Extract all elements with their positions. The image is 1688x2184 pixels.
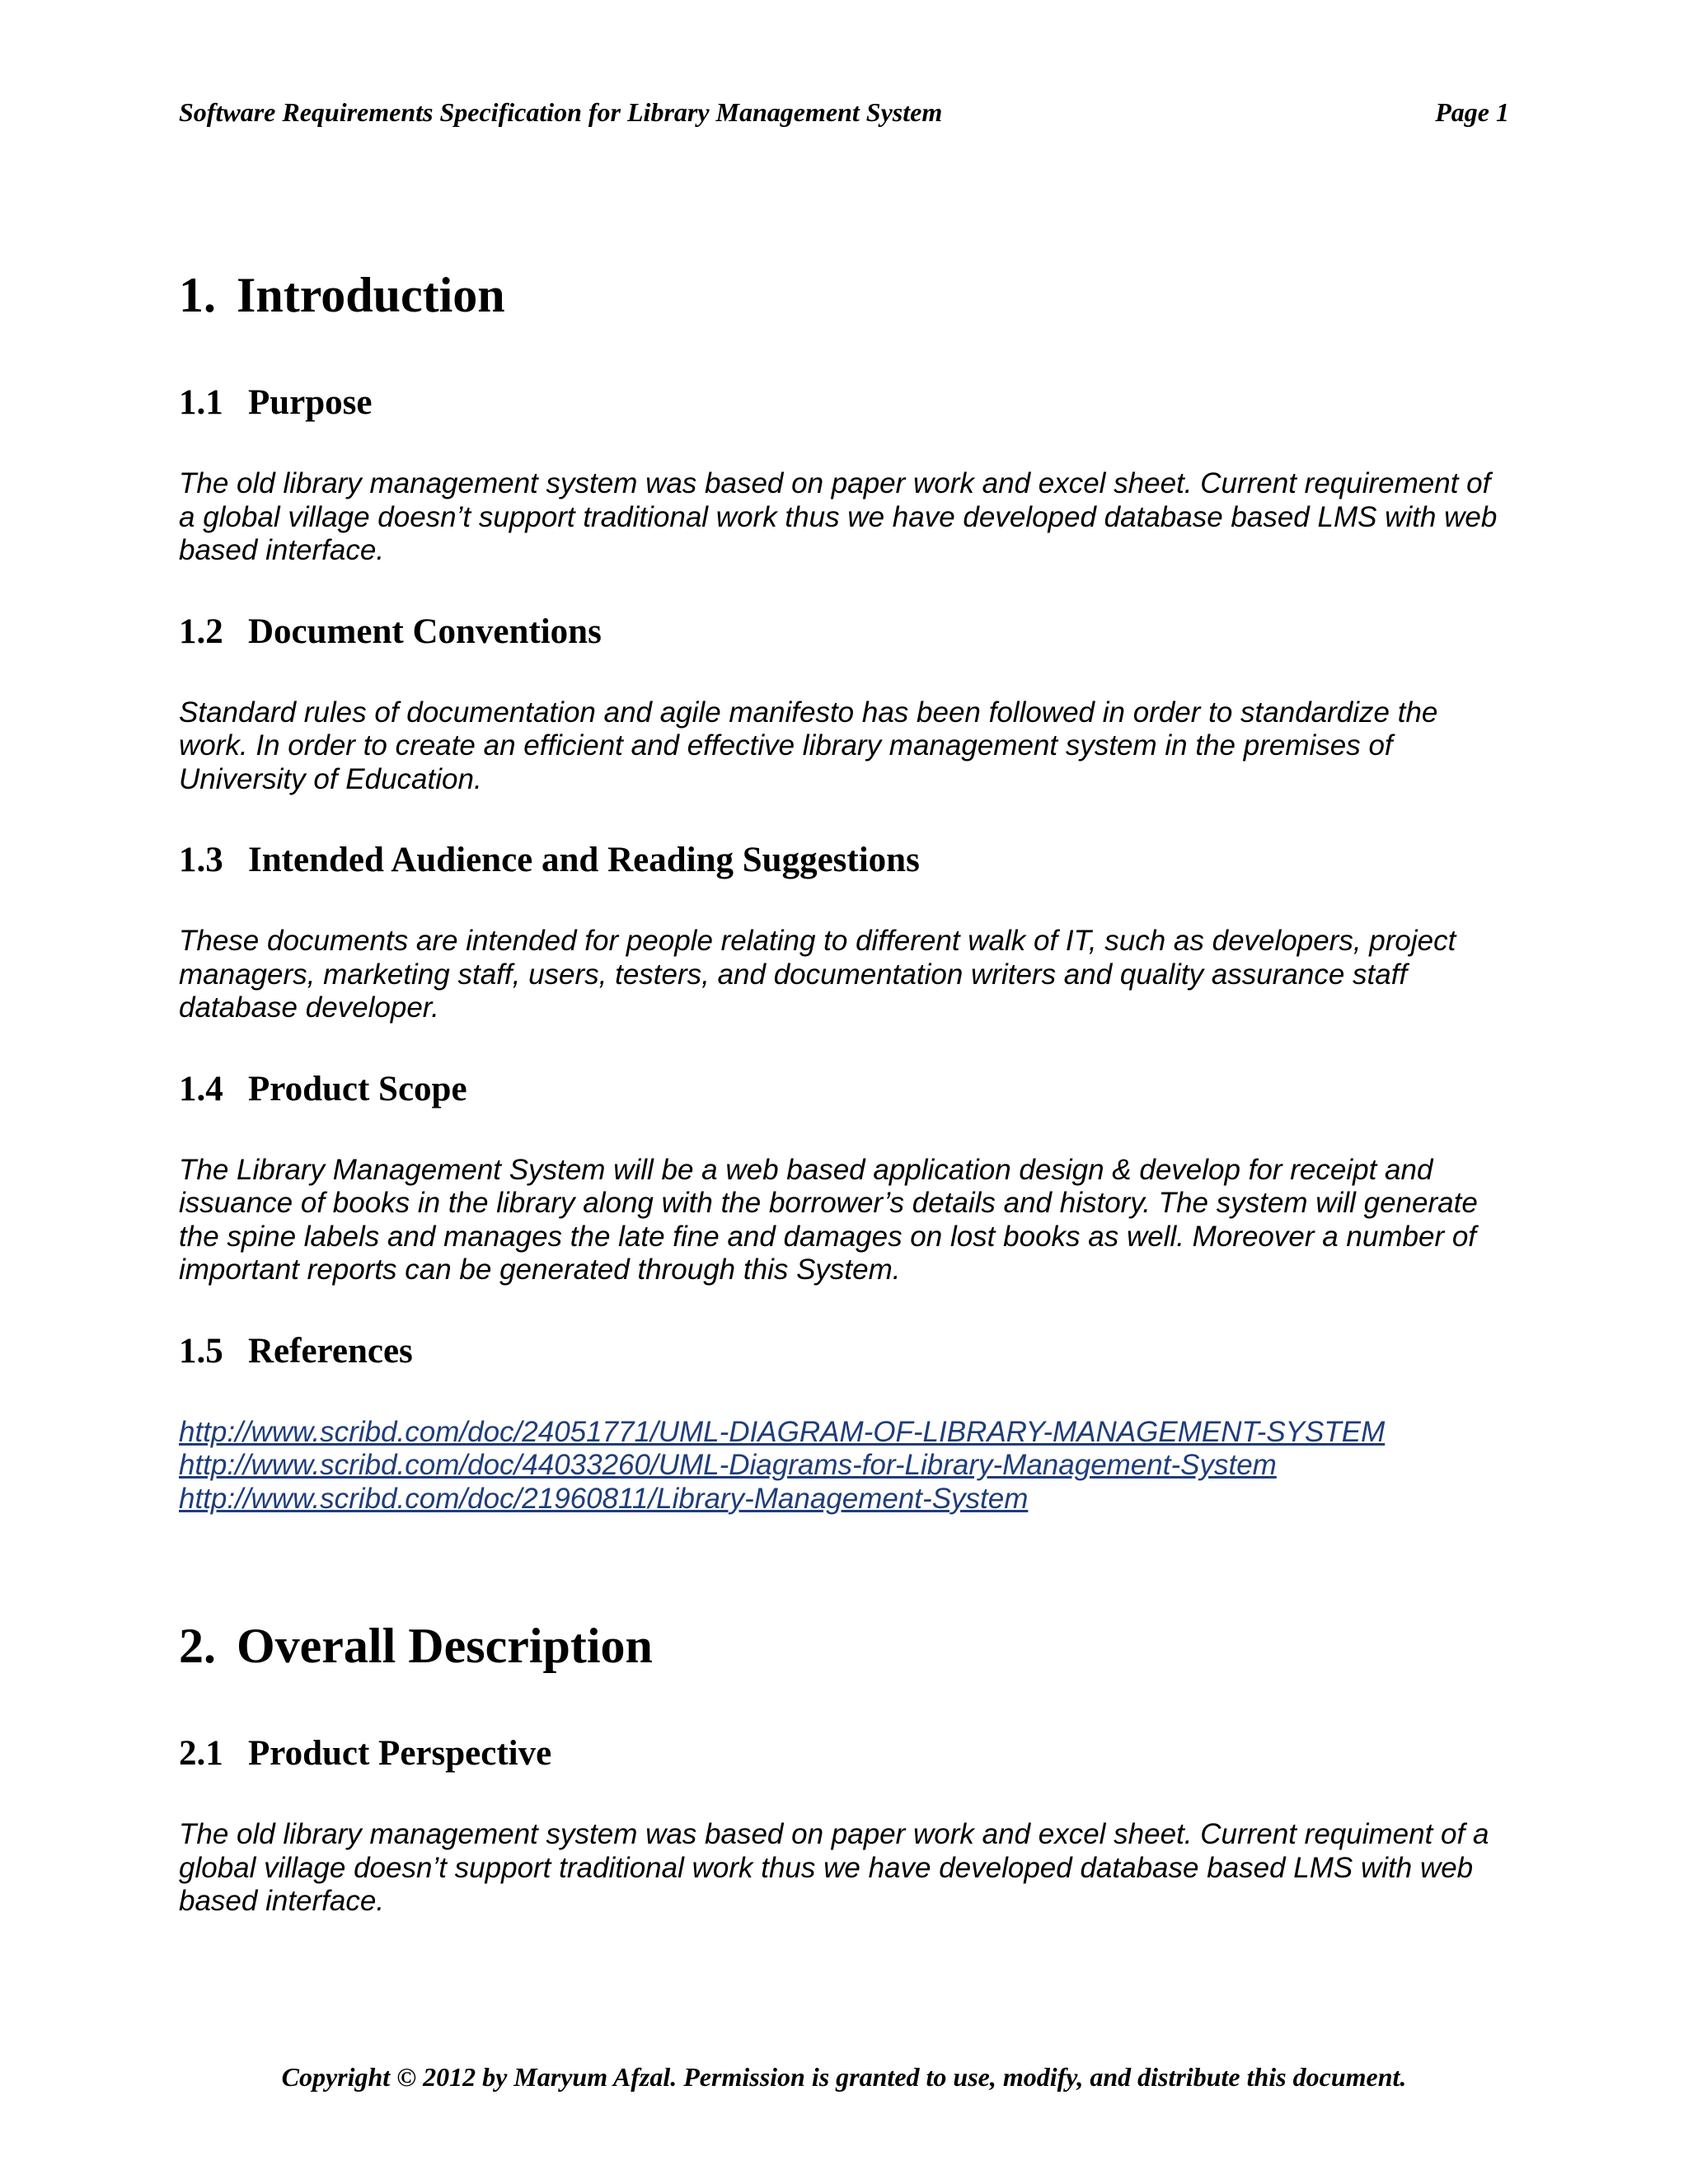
reference-link[interactable]: http://www.scribd.com/doc/21960811/Library-Management-System xyxy=(179,1482,1029,1515)
running-header xyxy=(179,97,1509,134)
reference-link[interactable]: http://www.scribd.com/doc/44033260/UML-Diagrams-for-Library-Management-System xyxy=(179,1449,1277,1481)
reference-item xyxy=(179,1449,1514,1483)
subsection-title: Purpose xyxy=(248,383,373,422)
header-page-number: Page 1 xyxy=(1435,97,1509,127)
subsection-number: 1.1 xyxy=(179,383,223,422)
copyright-footer: Copyright © 2012 by Maryum Afzal. Permission is granted to use, modify, and distribute this document. xyxy=(281,2062,1407,2092)
product-scope-paragraph: The Library Management System will be a web based application design & develop for receipt and issuance of books in the library along with the borrower’s details and history. The system will generate the spine labels and manages the late fine and damages on lost books as well. Moreover a number of important reports can be generated through this System. xyxy=(179,1153,1478,1286)
reference-link[interactable]: http://www.scribd.com/doc/24051771/UML-DIAGRAM-OF-LIBRARY-MANAGEMENT-SYSTEM xyxy=(179,1415,1386,1448)
subsection-number: 1.3 xyxy=(179,841,223,879)
subsection-heading-product-scope xyxy=(179,1066,1514,1113)
reference-item xyxy=(179,1416,1514,1450)
section-title: Overall Description xyxy=(237,1619,653,1673)
intended-audience-paragraph: These documents are intended for people relating to different walk of IT, such as developers, project managers, marketing staff, users, testers, and documentation writers and quality assurance staff database developer. xyxy=(179,925,1456,1024)
section-heading-introduction xyxy=(179,262,1514,328)
subsection-number: 1.5 xyxy=(179,1331,223,1371)
subsection-title: Product Perspective xyxy=(248,1734,552,1773)
document-conventions-paragraph: Standard rules of documentation and agile manifesto has been followed in order to standardize the work. In order to create an efficient and effective library management system in the premises of University of Education. xyxy=(179,696,1438,795)
subsection-heading-product-perspective xyxy=(179,1731,1514,1777)
references-list xyxy=(179,1416,1514,1516)
subsection-title: Product Scope xyxy=(248,1069,467,1108)
reference-item xyxy=(179,1483,1514,1516)
section-number: 1. xyxy=(179,268,216,322)
section-title: Introduction xyxy=(237,268,505,322)
subsection-heading-references xyxy=(179,1329,1514,1375)
section-number: 2. xyxy=(179,1619,216,1673)
section-heading-overall-description xyxy=(179,1613,1514,1679)
subsection-heading-document-conventions xyxy=(179,609,1514,655)
header-document-title: Software Requirements Specification for Library Management System xyxy=(179,97,943,127)
document-body xyxy=(179,262,1514,1919)
subsection-number: 1.4 xyxy=(179,1069,223,1108)
subsection-title: References xyxy=(248,1331,413,1371)
subsection-title: Document Conventions xyxy=(248,612,602,651)
purpose-paragraph: The old library management system was based on paper work and excel sheet. Current requirement of a global village doesn’t support traditional work thus we have developed database based LMS with web based interface. xyxy=(179,467,1498,566)
subsection-heading-intended-audience xyxy=(179,837,1514,883)
subsection-number: 2.1 xyxy=(179,1734,223,1773)
subsection-heading-purpose xyxy=(179,380,1514,426)
subsection-number: 1.2 xyxy=(179,612,223,651)
product-perspective-paragraph: The old library management system was based on paper work and excel sheet. Current requiment of a global village doesn’t support traditional work thus we have developed database based LMS with web based interface. xyxy=(179,1818,1489,1917)
subsection-title: Intended Audience and Reading Suggestions xyxy=(248,841,920,879)
